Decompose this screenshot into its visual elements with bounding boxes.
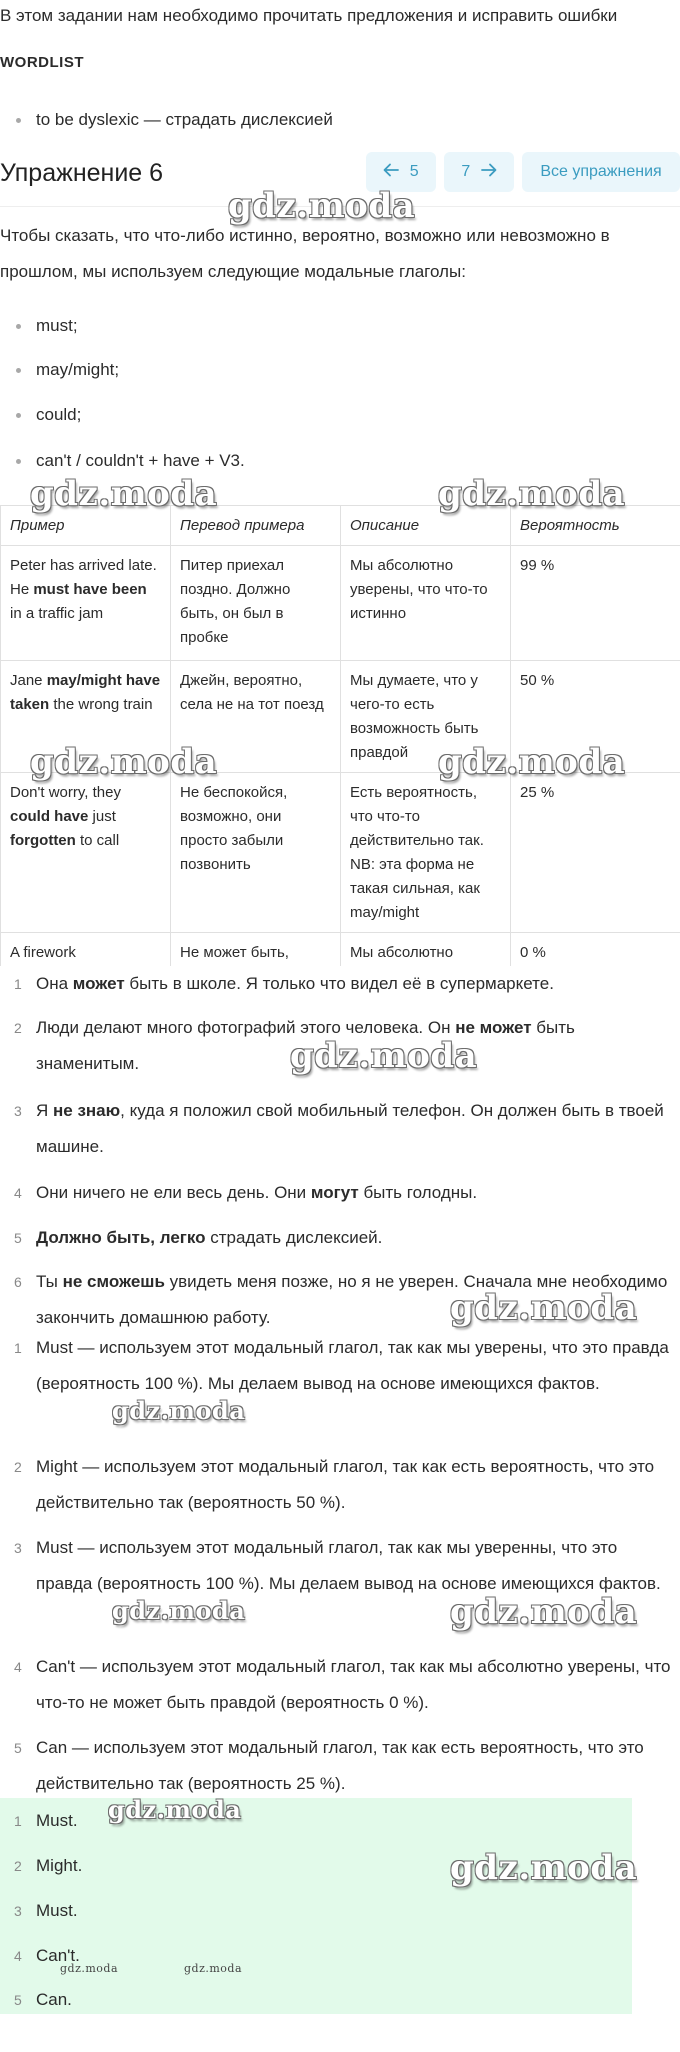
- intro-text: В этом задании нам необходимо прочитать предложения и исправить ошибки: [0, 6, 618, 25]
- sentence-text: Ты не сможешь увидеть меня позже, но я не уверен. Сначала мне необходимо закончить домашнюю работу.: [36, 1272, 668, 1327]
- sentence-number: 5: [14, 1230, 22, 1246]
- watermark: gdz.moda: [450, 1288, 638, 1328]
- table-row: [1, 773, 680, 933]
- explanation-number: 1: [14, 1340, 22, 1356]
- table-header: Описание: [341, 506, 511, 546]
- answer-number: 3: [14, 1903, 22, 1919]
- table-cell-example: Peter has arrived late. He must have been in a traffic jam: [1, 546, 171, 661]
- watermark: gdz.moda: [228, 186, 416, 226]
- answer-text: Can't.: [36, 1946, 80, 1965]
- answer-number: 1: [14, 1813, 22, 1829]
- wordlist-item-text: to be dyslexic — страдать дислексией: [36, 110, 333, 129]
- modal-verb-text: must;: [36, 316, 78, 335]
- sentence-number: 1: [14, 976, 22, 992]
- watermark: gdz.moda: [30, 742, 218, 782]
- table-header: Пример: [1, 506, 171, 546]
- explanation-text: Might — используем этот модальный глагол, так как есть вероятность, что это действительно так (вероятность 50 %).: [36, 1457, 655, 1512]
- sentence-number: 2: [14, 1020, 22, 1036]
- explanation-text: Must — используем этот модальный глагол, так как мы уверены, что это правда (вероятность 100 %). Мы делаем вывод на основе имеющихся фактов.: [36, 1338, 669, 1393]
- watermark: gdz.moda: [108, 1795, 242, 1824]
- explanation-number: 3: [14, 1540, 22, 1556]
- sentence-text: Люди делают много фотографий этого человека. Он не может быть знаменитым.: [36, 1018, 575, 1073]
- table-cell-description: Мы абсолютно: [341, 933, 511, 967]
- explanation-text: Can't — используем этот модальный глагол, так как мы абсолютно уверены, что что-то не может быть правдой (вероятность 0 %).: [36, 1657, 671, 1712]
- theory-line-1: Чтобы сказать, что что-либо истинно, вероятно, возможно или невозможно в: [0, 226, 610, 245]
- watermark: gdz.moda: [60, 1962, 119, 1975]
- sentence-number: 3: [14, 1103, 22, 1119]
- answer-number: 2: [14, 1858, 22, 1874]
- explanation-number: 2: [14, 1459, 22, 1475]
- table-cell-translation: Не может быть,: [171, 933, 341, 967]
- table-cell-probability: 50 %: [511, 661, 680, 773]
- answer-number: 5: [14, 1992, 22, 2008]
- table-cell-translation: Джейн, вероятно, села не на тот поезд: [171, 661, 341, 773]
- answer-text: Must.: [36, 1811, 78, 1830]
- wordlist-title: WORDLIST: [0, 54, 84, 71]
- sentence-number: 4: [14, 1185, 22, 1201]
- watermark: gdz.moda: [290, 1036, 478, 1076]
- answer-text: Can.: [36, 1990, 72, 2009]
- modal-verb-text: may/might;: [36, 360, 120, 379]
- table-cell-description: Мы абсолютно уверены, что что-то истинно: [341, 546, 511, 661]
- modal-verb-text: could;: [36, 405, 82, 424]
- watermark: gdz.moda: [30, 474, 218, 514]
- answer-text: Might.: [36, 1856, 83, 1875]
- watermark: gdz.moda: [450, 1848, 638, 1888]
- next-exercise-label: 7: [461, 163, 471, 180]
- table-cell-example: Don't worry, they could have just forgotten to call: [1, 773, 171, 933]
- table-cell-probability: 25 %: [511, 773, 680, 933]
- exercise-title: Упражнение 6: [0, 159, 164, 187]
- watermark: gdz.moda: [112, 1596, 246, 1625]
- table-cell-translation: Питер приехал поздно. Должно быть, он был в пробке: [171, 546, 341, 661]
- table-cell-example: Jane may/might have taken the wrong train: [1, 661, 171, 773]
- watermark: gdz.moda: [450, 1592, 638, 1632]
- table-header: Вероятность: [511, 506, 680, 546]
- theory-line-2: прошлом, мы используем следующие модальные глаголы:: [0, 262, 466, 281]
- table-cell-probability: 99 %: [511, 546, 680, 661]
- table-cell-probability: 0 %: [511, 933, 680, 967]
- answer-number: 4: [14, 1948, 22, 1964]
- sentence-text: Должно быть, легко страдать дислексией.: [36, 1228, 383, 1247]
- table-cell-description: Есть вероятность, что что-то действительно так. NB: эта форма не такая сильная, как may/might: [341, 773, 511, 933]
- explanation-number: 4: [14, 1659, 22, 1675]
- watermark: gdz.moda: [184, 1962, 243, 1975]
- explanation-text: Must — используем этот модальный глагол, так как мы уверенны, что это правда (вероятность 100 %). Мы делаем вывод на основе имеющихся фактов.: [36, 1538, 661, 1593]
- table-row: [1, 546, 680, 661]
- table-cell-description: Мы думаете, что у чего-то есть возможность быть правдой: [341, 661, 511, 773]
- table-cell-translation: Не беспокойся, возможно, они просто забыли позвонить: [171, 773, 341, 933]
- sentence-number: 6: [14, 1274, 22, 1290]
- table-header: Перевод примера: [171, 506, 341, 546]
- table-cell-example: A firework: [1, 933, 171, 967]
- watermark: gdz.moda: [112, 1396, 246, 1425]
- answer-text: Must.: [36, 1901, 78, 1920]
- modal-verbs-table: [0, 505, 680, 966]
- watermark: gdz.moda: [438, 742, 626, 782]
- watermark: gdz.moda: [438, 474, 626, 514]
- all-exercises-button[interactable]: Все упражнения: [522, 152, 680, 192]
- answers-panel: [0, 1798, 632, 2014]
- prev-exercise-label: 5: [409, 163, 419, 180]
- modal-verb-text: can't / couldn't + have + V3.: [36, 451, 245, 470]
- sentence-text: Они ничего не ели весь день. Они могут быть голодны.: [36, 1183, 478, 1202]
- sentence-text: Она может быть в школе. Я только что видел её в супермаркете.: [36, 974, 554, 993]
- explanation-number: 5: [14, 1740, 22, 1756]
- sentence-text: Я не знаю, куда я положил свой мобильный телефон. Он должен быть в твоей машине.: [36, 1101, 664, 1156]
- table-row: [1, 933, 680, 967]
- explanation-text: Can — используем этот модальный глагол, так как есть вероятность, что это действительно так (вероятность 25 %).: [36, 1738, 644, 1793]
